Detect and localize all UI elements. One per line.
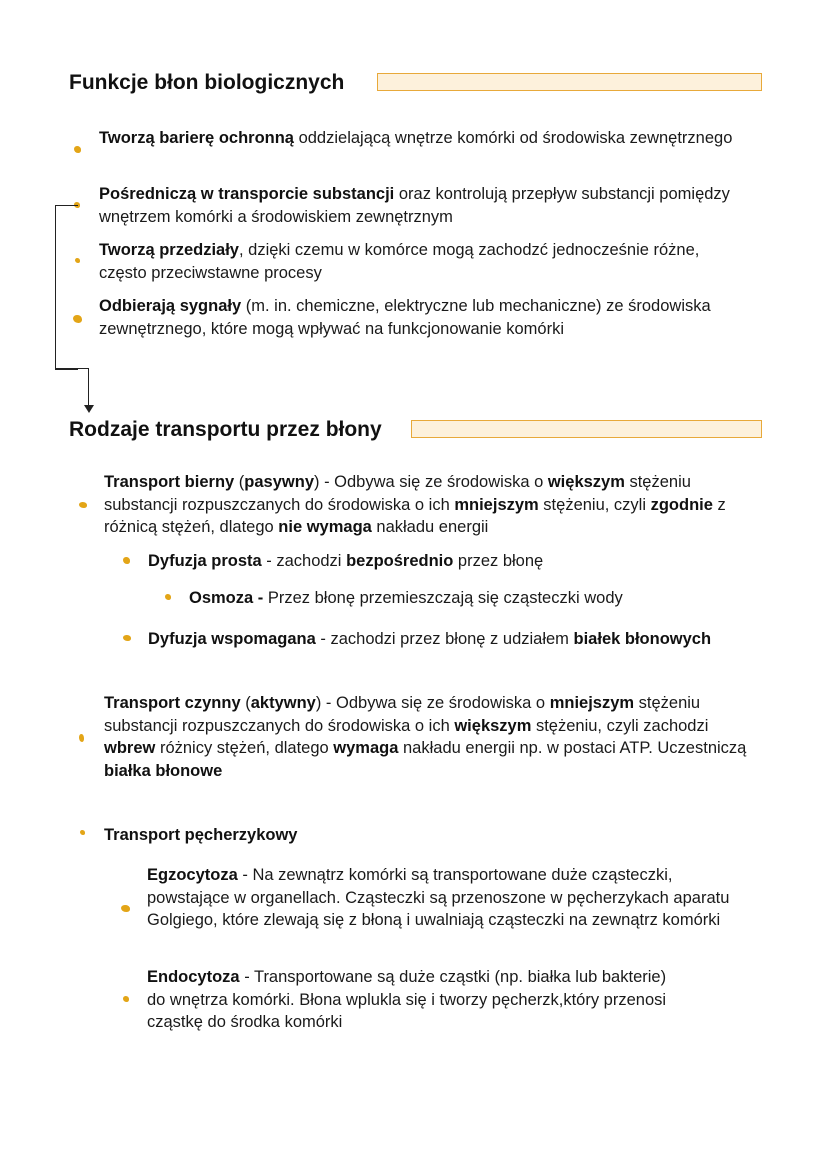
section-title-transport-types: Rodzaje transportu przez błony <box>69 418 382 441</box>
list-item <box>99 239 739 284</box>
section-title-membrane-functions: Funkcje błon biologicznych <box>69 71 345 94</box>
bullet-icon <box>165 594 171 600</box>
facilitated-diffusion: Dyfuzja wspomagana - zachodzi przez błonę z udziałem białek błonowych <box>148 630 712 648</box>
item-bold: Pośredniczą w transporcie substancji <box>99 185 395 203</box>
bullet-icon <box>123 557 130 564</box>
bullet-icon <box>79 734 84 742</box>
bullet-icon <box>79 502 87 508</box>
item-bold: Tworzą barierę ochronną <box>99 129 294 147</box>
item-bold: Odbierają sygnały <box>99 297 242 315</box>
item-bold: Tworzą przedziały <box>99 241 239 259</box>
list-item <box>99 295 739 340</box>
list-item <box>99 183 779 228</box>
item-text: (m. in. chemiczne, elektryczne lub mechaniczne) ze środowiska zewnętrznego, które mogą wpływać na funkcjonowanie komórki <box>99 297 711 338</box>
connector-line <box>55 368 88 369</box>
passive-transport: Transport bierny (pasywny) - Odbywa się ze środowiska o większym stężeniu substancji rozpuszczanych do środowiska o ich mniejszym stężeniu, czyli zgodnie z różnicą stężeń, dlatego nie wymaga nakładu energii <box>104 473 726 536</box>
bullet-icon <box>80 830 85 835</box>
connector-line <box>88 368 89 408</box>
exocytosis: Egzocytoza - Na zewnątrz komórki są transportowane duże cząsteczki, powstające w organellach. Cząsteczki są przenoszone w pęcherzykach aparatu Golgiego, które zlewają się z błoną i uwalniają cząsteczki na zewnątrz komórki <box>147 866 730 929</box>
connector-line <box>55 205 78 370</box>
vesicular-transport-title: Transport pęcherzykowy <box>104 826 298 844</box>
active-transport: Transport czynny (aktywny) - Odbywa się ze środowiska o mniejszym stężeniu substancji rozpuszczanych do środowiska o ich większym stężeniu, czyli zachodzi wbrew różnicy stężeń, dlatego wymaga nakładu energii np. w postaci ATP. Uczestniczą białka błonowe <box>104 694 747 780</box>
list-item <box>99 127 739 150</box>
bullet-icon <box>123 996 129 1002</box>
item-text: oraz kontrolują przepływ substancji pomiędzy wnętrzem komórki a środowiskiem zewnętrznym <box>99 185 730 226</box>
item-text: oddzielającą wnętrze komórki od środowiska zewnętrznego <box>294 129 733 147</box>
bullet-icon <box>121 905 130 912</box>
bullet-icon <box>74 146 81 153</box>
osmosis: Osmoza - Przez błonę przemieszczają się cząsteczki wody <box>189 589 623 607</box>
bullet-icon <box>123 635 131 641</box>
heading-highlight-bar <box>377 73 762 91</box>
simple-diffusion: Dyfuzja prosta - zachodzi bezpośrednio przez błonę <box>148 552 544 570</box>
item-text: , dzięki czemu w komórce mogą zachodzć jednocześnie różne, często przeciwstawne procesy <box>99 241 700 282</box>
arrow-down-icon <box>84 405 94 413</box>
endocytosis: Endocytoza - Transportowane są duże cząstki (np. białka lub bakterie) do wnętrza komórki. Błona wplukla się i tworzy pęcherzk,który przenosi cząstkę do środka komórki <box>147 968 667 1031</box>
heading-highlight-bar <box>411 420 762 438</box>
